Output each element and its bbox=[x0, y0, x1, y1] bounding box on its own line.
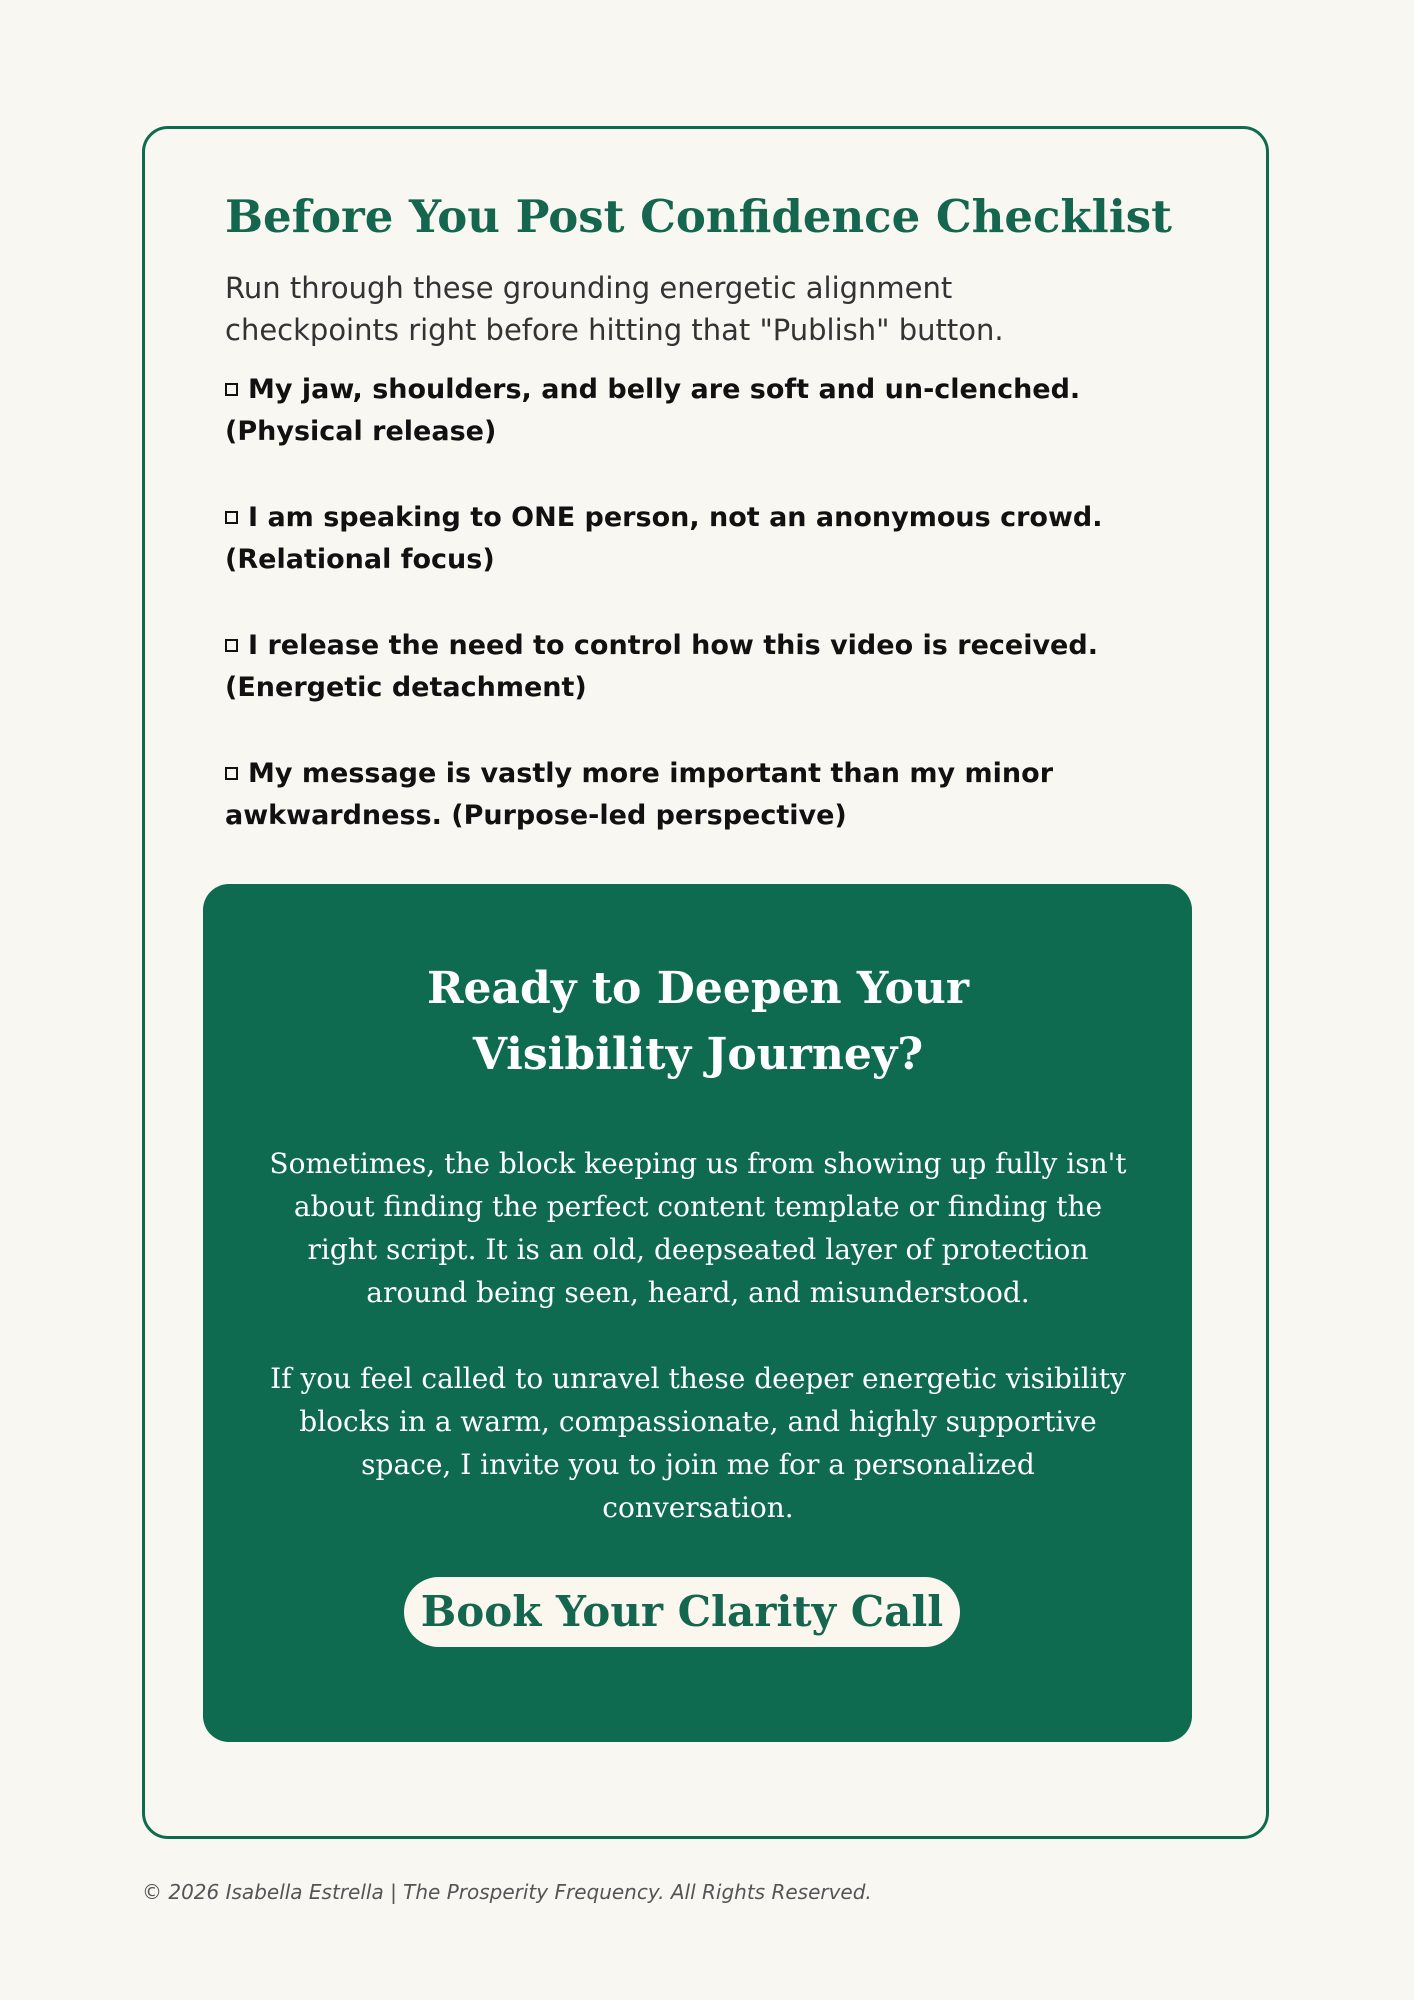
checklist-item bbox=[225, 753, 1205, 837]
checkbox-icon[interactable] bbox=[225, 639, 238, 652]
checklist-item-text: I am speaking to ONE person, not an anonymous crowd. (Relational focus) bbox=[225, 502, 1103, 575]
book-clarity-call-button[interactable]: Book Your Clarity Call bbox=[404, 1577, 960, 1647]
checkbox-icon[interactable] bbox=[225, 767, 238, 780]
checklist-item bbox=[225, 369, 1205, 453]
checklist-intro: Run through these grounding energetic alignment checkpoints right before hitting that "Publish" button. bbox=[225, 271, 1004, 347]
checklist-item-text: I release the need to control how this video is received. (Energetic detachment) bbox=[225, 630, 1098, 703]
checklist-item-text: My jaw, shoulders, and belly are soft and un-clenched. (Physical release) bbox=[225, 374, 1081, 447]
checklist-item bbox=[225, 497, 1205, 581]
footer-copyright: © 2026 Isabella Estrella | The Prosperity Frequency. All Rights Reserved. bbox=[142, 1880, 872, 1904]
cta-paragraph: Sometimes, the block keeping us from showing up fully isn't about finding the perfect content template or finding the right script. It is an old, deepseated layer of protection around being seen, heard, and misunderstood. bbox=[269, 1147, 1127, 1309]
cta-title: Ready to Deepen Your Visibility Journey? bbox=[426, 963, 970, 1080]
checklist bbox=[225, 369, 1205, 881]
checklist-item bbox=[225, 625, 1205, 709]
checklist-item-text: My message is vastly more important than my minor awkwardness. (Purpose-led perspective) bbox=[225, 758, 1054, 831]
checkbox-icon[interactable] bbox=[225, 383, 238, 396]
cta-panel bbox=[203, 884, 1192, 1742]
checkbox-icon[interactable] bbox=[225, 511, 238, 524]
cta-paragraph: If you feel called to unravel these deeper energetic visibility blocks in a warm, compassionate, and highly supportive space, I invite you to join me for a personalized conversation. bbox=[270, 1362, 1126, 1524]
checklist-title: Before You Post Confidence Checklist bbox=[225, 190, 1172, 243]
cta-body bbox=[263, 1142, 1133, 1572]
checklist-card bbox=[142, 126, 1269, 1839]
